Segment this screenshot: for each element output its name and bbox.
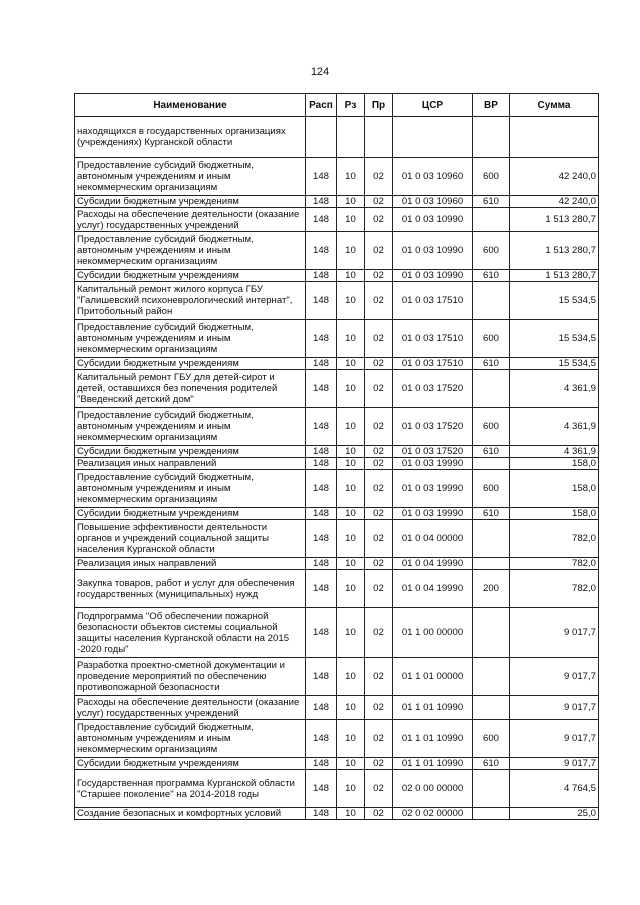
cell-sum: 42 240,0 — [510, 196, 599, 208]
cell-sum: 1 513 280,7 — [510, 270, 599, 282]
cell-vr — [473, 770, 510, 808]
cell-name: Предоставление субсидий бюджетным, автономным учреждениям и иным некоммерческим организациям — [75, 470, 306, 508]
cell-rasp: 148 — [306, 196, 337, 208]
cell-name: Расходы на обеспечение деятельности (оказание услуг) государственных учреждений — [75, 696, 306, 720]
table-row — [75, 282, 599, 320]
cell-sum: 15 534,5 — [510, 282, 599, 320]
cell-csr: 01 0 04 19990 — [393, 558, 473, 570]
cell-rz: 10 — [337, 658, 365, 696]
cell-rz: 10 — [337, 282, 365, 320]
cell-pr: 02 — [365, 470, 393, 508]
cell-csr: 01 0 03 17520 — [393, 408, 473, 446]
cell-name: Предоставление субсидий бюджетным, автономным учреждениям и иным некоммерческим организациям — [75, 408, 306, 446]
table-row — [75, 658, 599, 696]
cell-csr — [393, 117, 473, 158]
header-csr: ЦСР — [393, 94, 473, 117]
cell-pr: 02 — [365, 358, 393, 370]
cell-pr: 02 — [365, 158, 393, 196]
cell-pr: 02 — [365, 196, 393, 208]
cell-rz: 10 — [337, 358, 365, 370]
cell-sum: 158,0 — [510, 508, 599, 520]
cell-vr: 610 — [473, 270, 510, 282]
cell-rz: 10 — [337, 408, 365, 446]
cell-sum: 158,0 — [510, 470, 599, 508]
cell-rz: 10 — [337, 758, 365, 770]
cell-csr: 01 1 01 10990 — [393, 720, 473, 758]
table-row — [75, 408, 599, 446]
cell-vr — [473, 658, 510, 696]
cell-pr: 02 — [365, 282, 393, 320]
cell-pr: 02 — [365, 808, 393, 820]
cell-csr: 01 0 03 10960 — [393, 158, 473, 196]
cell-csr: 01 0 04 00000 — [393, 520, 473, 558]
cell-vr: 600 — [473, 232, 510, 270]
cell-csr: 01 1 01 10990 — [393, 758, 473, 770]
cell-sum: 782,0 — [510, 520, 599, 558]
cell-rz — [337, 117, 365, 158]
cell-rz: 10 — [337, 158, 365, 196]
cell-rz: 10 — [337, 808, 365, 820]
cell-sum: 9 017,7 — [510, 720, 599, 758]
cell-rz: 10 — [337, 232, 365, 270]
cell-pr: 02 — [365, 558, 393, 570]
table-row — [75, 558, 599, 570]
cell-rasp: 148 — [306, 570, 337, 608]
table-row — [75, 570, 599, 608]
cell-name: Создание безопасных и комфортных условий — [75, 808, 306, 820]
cell-rz: 10 — [337, 470, 365, 508]
table-row — [75, 370, 599, 408]
cell-rasp: 148 — [306, 520, 337, 558]
table-row — [75, 117, 599, 158]
cell-vr — [473, 208, 510, 232]
cell-rz: 10 — [337, 370, 365, 408]
cell-name: Предоставление субсидий бюджетным, автономным учреждениям и иным некоммерческим организациям — [75, 232, 306, 270]
cell-csr: 02 0 02 00000 — [393, 808, 473, 820]
cell-vr: 200 — [473, 570, 510, 608]
table-row — [75, 320, 599, 358]
header-vr: ВР — [473, 94, 510, 117]
table-row — [75, 232, 599, 270]
cell-name: Капитальный ремонт ГБУ для детей-сирот и детей, оставшихся без попечения родителей "Введенский детский дом" — [75, 370, 306, 408]
cell-pr: 02 — [365, 232, 393, 270]
cell-vr — [473, 282, 510, 320]
cell-sum: 9 017,7 — [510, 758, 599, 770]
table-row — [75, 446, 599, 458]
cell-rasp: 148 — [306, 720, 337, 758]
cell-sum: 4 764,5 — [510, 770, 599, 808]
cell-rz: 10 — [337, 270, 365, 282]
cell-rz: 10 — [337, 446, 365, 458]
cell-csr: 01 0 03 19990 — [393, 470, 473, 508]
header-name: Наименование — [75, 94, 306, 117]
cell-csr: 01 0 03 17520 — [393, 370, 473, 408]
cell-rasp: 148 — [306, 282, 337, 320]
cell-csr: 01 0 04 19990 — [393, 570, 473, 608]
table-row — [75, 158, 599, 196]
cell-pr: 02 — [365, 696, 393, 720]
cell-rz: 10 — [337, 770, 365, 808]
table-row — [75, 358, 599, 370]
cell-sum: 42 240,0 — [510, 158, 599, 196]
table-row — [75, 508, 599, 520]
cell-rasp: 148 — [306, 208, 337, 232]
cell-vr — [473, 696, 510, 720]
cell-rasp: 148 — [306, 270, 337, 282]
cell-sum: 782,0 — [510, 558, 599, 570]
table-row — [75, 696, 599, 720]
cell-rasp: 148 — [306, 658, 337, 696]
header-pr: Пр — [365, 94, 393, 117]
cell-vr: 600 — [473, 408, 510, 446]
header-rasp: Расп — [306, 94, 337, 117]
cell-vr: 600 — [473, 320, 510, 358]
cell-pr: 02 — [365, 520, 393, 558]
cell-sum — [510, 117, 599, 158]
cell-sum: 1 513 280,7 — [510, 232, 599, 270]
cell-sum: 782,0 — [510, 570, 599, 608]
cell-csr: 01 0 03 17510 — [393, 320, 473, 358]
cell-rasp: 148 — [306, 608, 337, 658]
cell-vr — [473, 117, 510, 158]
cell-rasp: 148 — [306, 458, 337, 470]
cell-vr — [473, 370, 510, 408]
cell-pr: 02 — [365, 508, 393, 520]
cell-csr: 02 0 00 00000 — [393, 770, 473, 808]
cell-rz: 10 — [337, 608, 365, 658]
cell-csr: 01 0 03 17510 — [393, 282, 473, 320]
cell-sum: 1 513 280,7 — [510, 208, 599, 232]
cell-vr — [473, 608, 510, 658]
table-row — [75, 470, 599, 508]
cell-pr: 02 — [365, 208, 393, 232]
cell-name: Субсидии бюджетным учреждениям — [75, 508, 306, 520]
cell-sum: 9 017,7 — [510, 658, 599, 696]
cell-rz: 10 — [337, 320, 365, 358]
cell-rasp: 148 — [306, 320, 337, 358]
cell-name: Субсидии бюджетным учреждениям — [75, 446, 306, 458]
cell-rz: 10 — [337, 508, 365, 520]
table-row — [75, 608, 599, 658]
cell-vr — [473, 458, 510, 470]
cell-name: Предоставление субсидий бюджетным, автономным учреждениям и иным некоммерческим организациям — [75, 320, 306, 358]
table-row — [75, 520, 599, 558]
cell-rasp: 148 — [306, 470, 337, 508]
cell-name: Реализация иных направлений — [75, 458, 306, 470]
cell-rasp: 148 — [306, 232, 337, 270]
cell-name: Предоставление субсидий бюджетным, автономным учреждениям и иным некоммерческим организациям — [75, 720, 306, 758]
cell-vr — [473, 808, 510, 820]
cell-pr: 02 — [365, 758, 393, 770]
cell-name: находящихся в государственных организациях (учреждениях) Курганской области — [75, 117, 306, 158]
cell-name: Субсидии бюджетным учреждениям — [75, 270, 306, 282]
cell-rasp: 148 — [306, 696, 337, 720]
table-body — [75, 117, 599, 820]
cell-rz: 10 — [337, 720, 365, 758]
page-number: 124 — [310, 66, 330, 78]
cell-rasp: 148 — [306, 508, 337, 520]
cell-sum: 15 534,5 — [510, 358, 599, 370]
cell-name: Капитальный ремонт жилого корпуса ГБУ "Галишевский психоневрологический интернат", Притобольный район — [75, 282, 306, 320]
cell-name: Предоставление субсидий бюджетным, автономным учреждениям и иным некоммерческим организациям — [75, 158, 306, 196]
cell-name: Субсидии бюджетным учреждениям — [75, 758, 306, 770]
cell-rz: 10 — [337, 558, 365, 570]
cell-csr: 01 0 03 17510 — [393, 358, 473, 370]
cell-vr: 600 — [473, 720, 510, 758]
cell-rz: 10 — [337, 196, 365, 208]
cell-vr: 610 — [473, 758, 510, 770]
budget-table — [74, 93, 599, 820]
header-sum: Сумма — [510, 94, 599, 117]
cell-name: Субсидии бюджетным учреждениям — [75, 196, 306, 208]
cell-pr: 02 — [365, 408, 393, 446]
cell-csr: 01 1 00 00000 — [393, 608, 473, 658]
cell-vr — [473, 558, 510, 570]
cell-pr: 02 — [365, 658, 393, 696]
table-row — [75, 458, 599, 470]
table-row — [75, 808, 599, 820]
table-row — [75, 720, 599, 758]
cell-rasp: 148 — [306, 358, 337, 370]
cell-rz: 10 — [337, 570, 365, 608]
cell-rasp: 148 — [306, 158, 337, 196]
table-row — [75, 208, 599, 232]
table-row — [75, 196, 599, 208]
header-rz: Рз — [337, 94, 365, 117]
cell-sum: 158,0 — [510, 458, 599, 470]
cell-rasp: 148 — [306, 770, 337, 808]
cell-csr: 01 0 03 19990 — [393, 508, 473, 520]
cell-csr: 01 0 03 17520 — [393, 446, 473, 458]
cell-name: Расходы на обеспечение деятельности (оказание услуг) государственных учреждений — [75, 208, 306, 232]
cell-pr: 02 — [365, 320, 393, 358]
cell-rasp: 148 — [306, 446, 337, 458]
cell-sum: 4 361,9 — [510, 408, 599, 446]
cell-csr: 01 1 01 10990 — [393, 696, 473, 720]
cell-sum: 4 361,9 — [510, 370, 599, 408]
cell-csr: 01 0 03 19990 — [393, 458, 473, 470]
cell-csr: 01 0 03 10990 — [393, 232, 473, 270]
cell-vr: 600 — [473, 470, 510, 508]
cell-csr: 01 0 03 10960 — [393, 196, 473, 208]
cell-vr: 610 — [473, 446, 510, 458]
cell-csr: 01 0 03 10990 — [393, 208, 473, 232]
cell-rz: 10 — [337, 696, 365, 720]
cell-pr: 02 — [365, 446, 393, 458]
table-row — [75, 770, 599, 808]
cell-rz: 10 — [337, 520, 365, 558]
cell-pr: 02 — [365, 770, 393, 808]
cell-name: Повышение эффективности деятельности органов и учреждений социальной защиты населения Курганской области — [75, 520, 306, 558]
cell-vr: 610 — [473, 196, 510, 208]
cell-name: Закупка товаров, работ и услуг для обеспечения государственных (муниципальных) нужд — [75, 570, 306, 608]
cell-pr: 02 — [365, 608, 393, 658]
cell-pr: 02 — [365, 570, 393, 608]
cell-csr: 01 0 03 10990 — [393, 270, 473, 282]
cell-rasp: 148 — [306, 558, 337, 570]
cell-sum: 25,0 — [510, 808, 599, 820]
cell-pr — [365, 117, 393, 158]
cell-sum: 4 361,9 — [510, 446, 599, 458]
cell-rasp: 148 — [306, 758, 337, 770]
cell-rasp: 148 — [306, 808, 337, 820]
cell-vr — [473, 520, 510, 558]
cell-sum: 15 534,5 — [510, 320, 599, 358]
cell-vr: 600 — [473, 158, 510, 196]
table-row — [75, 270, 599, 282]
cell-pr: 02 — [365, 720, 393, 758]
cell-rasp: 148 — [306, 408, 337, 446]
cell-pr: 02 — [365, 270, 393, 282]
cell-vr: 610 — [473, 358, 510, 370]
cell-rasp: 148 — [306, 370, 337, 408]
cell-rz: 10 — [337, 208, 365, 232]
cell-pr: 02 — [365, 458, 393, 470]
cell-rz: 10 — [337, 458, 365, 470]
cell-sum: 9 017,7 — [510, 696, 599, 720]
cell-name: Субсидии бюджетным учреждениям — [75, 358, 306, 370]
cell-name: Разработка проектно-сметной документации и проведение мероприятий по обеспечению противопожарной безопасности — [75, 658, 306, 696]
cell-name: Подпрограмма "Об обеспечении пожарной безопасности объектов системы социальной защиты населения Курганской области на 2015 -2020 годы" — [75, 608, 306, 658]
cell-vr: 610 — [473, 508, 510, 520]
table-row — [75, 758, 599, 770]
cell-sum: 9 017,7 — [510, 608, 599, 658]
cell-rasp — [306, 117, 337, 158]
table-header-row — [75, 94, 599, 117]
cell-csr: 01 1 01 00000 — [393, 658, 473, 696]
cell-pr: 02 — [365, 370, 393, 408]
cell-name: Государственная программа Курганской области "Старшее поколение" на 2014-2018 годы — [75, 770, 306, 808]
cell-name: Реализация иных направлений — [75, 558, 306, 570]
